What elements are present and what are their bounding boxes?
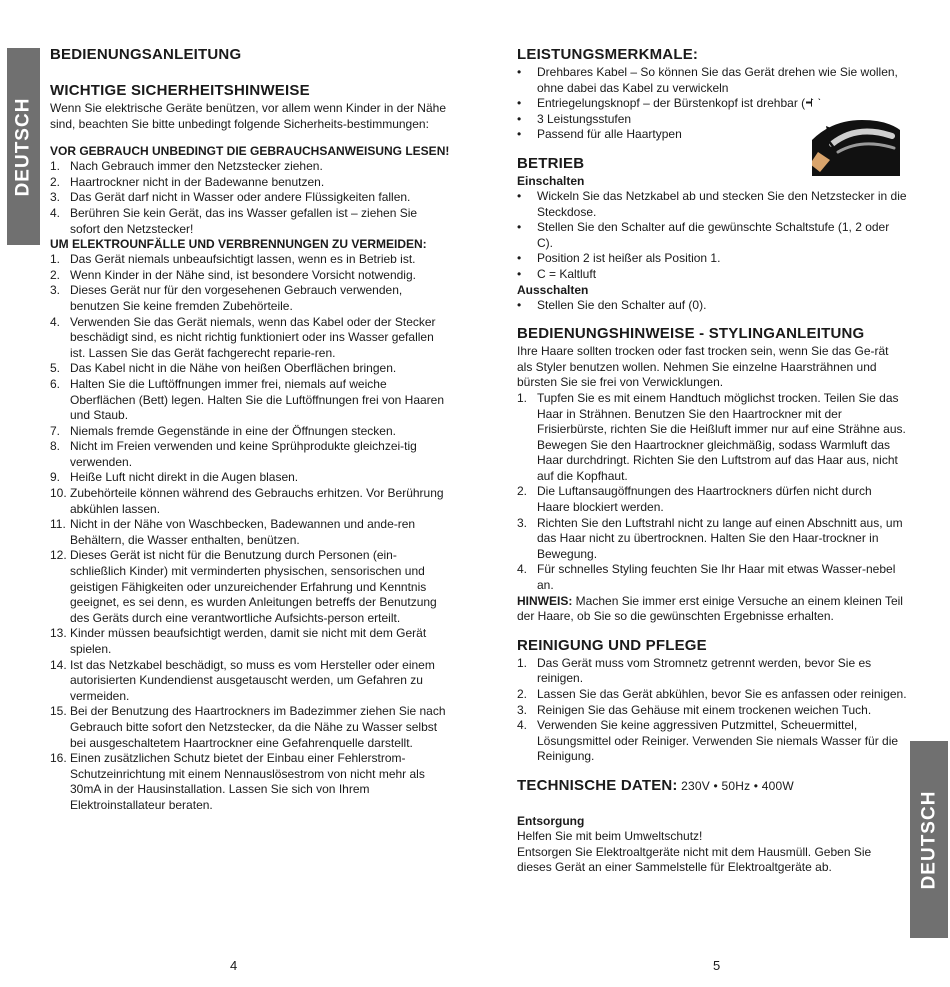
list-item [517, 220, 907, 251]
styling-list [517, 391, 907, 594]
item-number: 8. [50, 439, 61, 454]
item-number: 6. [50, 376, 61, 391]
list-item [517, 516, 907, 563]
switch-on-list [517, 189, 907, 283]
tech-heading: TECHNISCHE DATEN: [517, 776, 678, 794]
list-item [50, 175, 450, 191]
tech-value: 230V • 50Hz • 400W [677, 778, 794, 793]
before-use-list [50, 159, 450, 237]
page-left [50, 0, 450, 987]
list-item [517, 251, 907, 267]
item-text: Verwenden Sie keine aggressiven Putzmittel, Scheuermittel, Lösungsmittel oder Reiniger. Verwenden Sie niemals Wasser für die Reinigung. [537, 718, 899, 764]
item-number: 12. [50, 548, 67, 563]
list-item [50, 470, 450, 486]
item-text: Das Kabel nicht in die Nähe von heißen Oberflächen bringen. [70, 361, 397, 376]
item-text: Halten Sie die Luftöffnungen immer frei, niemals auf weiche Oberflächen (Bett) legen. Halten Sie die Luftöffnungen frei von Haaren und Staub. [70, 376, 445, 423]
feature-text: Drehbares Kabel – So können Sie das Gerät drehen wie Sie wollen, ohne dabei das Kabel zu verwickeln [537, 65, 898, 95]
list-item [50, 751, 450, 813]
bullet-icon: • [517, 251, 522, 266]
language-tab-left-label: DEUTSCH [12, 97, 34, 196]
item-text: Lassen Sie das Gerät abkühlen, bevor Sie es anfassen oder reinigen. [537, 687, 907, 701]
list-item [517, 267, 907, 283]
list-item [50, 439, 450, 470]
list-item [517, 189, 907, 220]
bullet-icon: • [517, 127, 522, 142]
item-text: Nicht im Freien verwenden und keine Sprühprodukte gleichzei-tig verwenden. [70, 439, 417, 469]
item-text: Ist das Netzkabel beschädigt, so muss es vom Hersteller oder einem autorisierten Kundendienst ausgetauscht werden, um Gefahren zu vermeiden. [70, 657, 435, 703]
avoid-list [50, 252, 450, 813]
item-text: Die Luftansaugöffnungen des Haartrockners dürfen nicht durch Haare blockiert werden. [537, 484, 872, 515]
list-item [50, 377, 450, 424]
item-number: 3. [50, 190, 61, 205]
item-number: 2. [50, 174, 61, 189]
safety-heading: WICHTIGE SICHERHEITSHINWEISE [50, 82, 310, 99]
item-number: 4. [517, 562, 528, 577]
item-text: Tupfen Sie es mit einem Handtuch möglichst trocken. Teilen Sie das Haar in Strähnen. Benutzen Sie den Haartrockner mit der Frisierbürste, richten Sie die Heißluft immer nur auf eine Strähne aus. Bewegen Sie den Haartrockner gleichmäßig, sodass Warmluft das Haar durchdringt. Richten Sie den Luftstrom auf das Haar aus, nicht auf die Kopfhaut. [537, 390, 906, 483]
item-text: Dieses Gerät nur für den vorgesehenen Gebrauch verwenden, benutzen Sie keine fremden Zubehörteile. [70, 283, 403, 313]
list-item [517, 391, 907, 485]
operation-heading: BETRIEB [517, 154, 585, 172]
item-number: 1. [517, 655, 528, 670]
language-tab-right-label: DEUTSCH [918, 790, 939, 889]
list-item [50, 486, 450, 517]
item-number: 1. [517, 390, 528, 405]
item-text: Das Gerät muss vom Stromnetz getrennt werden, bevor Sie es reinigen. [537, 655, 872, 686]
item-number: 13. [50, 626, 67, 641]
item-text: Haartrockner nicht in der Badewanne benutzen. [70, 174, 325, 189]
item-text: Für schnelles Styling feuchten Sie Ihr Haar mit etwas Wasser-nebel an. [537, 562, 896, 593]
list-item [50, 424, 450, 440]
note-label: HINWEIS: [517, 593, 573, 608]
list-item [50, 252, 450, 268]
cleaning-list [517, 656, 907, 765]
item-number: 2. [517, 484, 528, 499]
left-column [50, 46, 450, 814]
item-text: Das Gerät darf nicht in Wasser oder andere Flüssigkeiten fallen. [70, 190, 411, 205]
list-item [50, 548, 450, 626]
list-item [517, 687, 907, 703]
list-item [517, 65, 907, 96]
bullet-icon: • [517, 188, 522, 203]
switch-off-heading: Ausschalten [517, 282, 589, 297]
item-text: Wenn Kinder in der Nähe sind, ist besondere Vorsicht notwendig. [70, 267, 416, 282]
disposal-line-2: Entsorgen Sie Elektroaltgeräte nicht mit dem Hausmüll. Geben Sie dieses Gerät an einer Sammelstelle für Elektroaltgeräte ab. [517, 844, 872, 875]
switch-off-list [517, 298, 907, 314]
list-item [517, 718, 907, 765]
item-text: Zubehörteile können während des Gebrauchs erhitzen. Vor Berührung abkühlen lassen. [70, 486, 444, 516]
item-text: Heiße Luft nicht direkt in die Augen blasen. [70, 470, 299, 485]
item-text: Dieses Gerät ist nicht für die Benutzung durch Personen (ein-schließlich Kinder) mit verminderten physischen, sensorischen und geistigen Fähigkeiten oder unzureichender Erfahrung und Kenntnis geeignet, es sei denn, es wurden Anleitungen betreffs der Benutzung des Geräts durch eine verantwortliche Aufsichts-person erteilt. [70, 548, 437, 625]
item-text: Richten Sie den Luftstrahl nicht zu lange auf einen Abschnitt aus, um das Haar nicht zu übertrocknen. Halten Sie den Haar-trockner in Bewegung. [537, 515, 903, 561]
language-tab-left [7, 48, 40, 245]
item-text: Berühren Sie kein Gerät, das ins Wasser gefallen ist – ziehen Sie sofort den Netzstecker! [70, 205, 418, 236]
item-number: 4. [50, 314, 61, 329]
list-item [50, 190, 450, 206]
item-text: C = Kaltluft [537, 266, 597, 281]
styling-intro: Ihre Haare sollten trocken oder fast trocken sein, wenn Sie das Ge-rät als Styler benutzen wollen. Nehmen Sie einzelne Haarsträhnen und bürsten Sie sie frei von Verwicklungen. [517, 344, 889, 390]
list-item [50, 704, 450, 751]
list-item [517, 703, 907, 719]
styling-heading: BEDIENUNGSHINWEISE - STYLINGANLEITUNG [517, 325, 865, 343]
list-item [517, 562, 907, 593]
list-item [50, 626, 450, 657]
item-text: Das Gerät niemals unbeaufsichtigt lassen, wenn es in Betrieb ist. [70, 252, 416, 267]
feature-text: Passend für alle Haartypen [537, 127, 682, 142]
list-item [50, 206, 450, 237]
item-text: Nicht in der Nähe von Waschbecken, Badewannen und ande-ren Behältern, die Wasser enthalten, benützen. [70, 517, 416, 547]
list-item [517, 298, 907, 314]
list-item [517, 656, 907, 687]
item-number: 3. [517, 515, 528, 530]
disposal-line-1: Helfen Sie mit beim Umweltschutz! [517, 828, 703, 843]
item-text: Stellen Sie den Schalter auf (0). [537, 297, 707, 312]
item-number: 9. [50, 470, 61, 485]
item-text: Bei der Benutzung des Haartrockners im Badezimmer ziehen Sie nach Gebrauch bitte sofort den Netzstecker, da die Nähe zu Wasser selbst bei ausgeschaltetem Haartrockner eine Gefahrenquelle darstellt. [70, 704, 446, 750]
bullet-icon: • [517, 111, 522, 126]
bullet-icon: • [517, 266, 522, 281]
item-text: Nach Gebrauch immer den Netzstecker ziehen. [70, 159, 323, 174]
safety-intro: Wenn Sie elektrische Geräte benützen, vor allem wenn Kinder in der Nähe sind, beachten Sie bitte unbedingt folgende Sicherheits-bestimmungen: [50, 101, 446, 131]
avoid-heading: UM ELEKTROUNFÄLLE UND VERBRENNUNGEN ZU VERMEIDEN: [50, 237, 427, 252]
feature-text: 3 Leistungsstufen [537, 111, 632, 126]
item-number: 3. [517, 702, 528, 717]
item-number: 2. [50, 267, 61, 282]
features-heading: LEISTUNGSMERKMALE: [517, 46, 699, 63]
bullet-icon: • [517, 297, 522, 312]
list-item [50, 517, 450, 548]
item-text: Verwenden Sie das Gerät niemals, wenn das Kabel oder der Stecker beschädigt sind, es nicht richtig funktioniert oder ins Wasser gefallen ist. Lassen Sie das Gerät fachgerecht reparie-ren. [70, 314, 436, 360]
list-item [50, 658, 450, 705]
item-number: 15. [50, 704, 67, 719]
item-text: Stellen Sie den Schalter auf die gewünschte Schaltstufe (1, 2 oder C). [537, 220, 890, 250]
item-text: Reinigen Sie das Gehäuse mit einem trockenen weichen Tuch. [537, 702, 872, 717]
feature-text: Entriegelungsknopf – der Bürstenkopf ist drehbar ( [537, 96, 806, 111]
tech-data [517, 777, 907, 794]
manual-title: BEDIENUNGSANLEITUNG [50, 46, 242, 63]
list-item [50, 361, 450, 377]
cleaning-heading: REINIGUNG UND PFLEGE [517, 636, 707, 654]
item-text: Position 2 ist heißer als Position 1. [537, 251, 721, 266]
list-item [50, 159, 450, 175]
item-number: 10. [50, 486, 67, 501]
item-text: Einen zusätzlichen Schutz bietet der Einbau einer Fehlerstrom-Schutzeinrichtung mit einem Nennauslösestrom von nicht mehr als 30mA in der Hausinstallation. Lassen Sie sich von Ihrem Elektroinstallateur beraten. [70, 751, 425, 812]
item-number: 5. [50, 361, 61, 376]
list-item [50, 315, 450, 362]
item-number: 14. [50, 657, 67, 672]
note-text: Machen Sie immer erst einige Versuche an einem kleinen Teil der Haare, ob Sie so die gewünschten Ergebnisse erhalten. [517, 593, 903, 624]
item-text: Kinder müssen beaufsichtigt werden, damit sie nicht mit dem Gerät spielen. [70, 626, 427, 656]
item-number: 3. [50, 283, 61, 298]
bullet-icon: • [517, 65, 522, 79]
list-item [50, 283, 450, 314]
switch-on-heading: Einschalten [517, 173, 585, 188]
bullet-icon: • [517, 220, 522, 235]
item-number: 2. [517, 687, 528, 701]
list-item [517, 484, 907, 515]
item-text: Wickeln Sie das Netzkabel ab und stecken Sie den Netzstecker in die Steckdose. [537, 188, 907, 219]
before-use-heading: VOR GEBRAUCH UNBEDINGT DIE GEBRAUCHSANWEISUNG LESEN! [50, 144, 450, 159]
page-number-left: 4 [230, 958, 238, 973]
item-number: 11. [50, 517, 66, 532]
item-number: 7. [50, 423, 61, 438]
item-number: 1. [50, 159, 61, 174]
disposal-heading: Entsorgung [517, 813, 585, 828]
item-number: 1. [50, 252, 61, 267]
item-number: 4. [50, 205, 61, 220]
item-text: Niemals fremde Gegenstände in eine der Öffnungen stecken. [70, 423, 396, 438]
styling-note [517, 594, 907, 625]
list-item [50, 268, 450, 284]
language-tab-right [910, 741, 948, 938]
bullet-icon: • [517, 96, 522, 111]
item-number: 16. [50, 751, 67, 766]
item-number: 4. [517, 718, 528, 733]
page-number-right: 5 [713, 958, 721, 973]
brush-head-illustration [812, 100, 900, 176]
